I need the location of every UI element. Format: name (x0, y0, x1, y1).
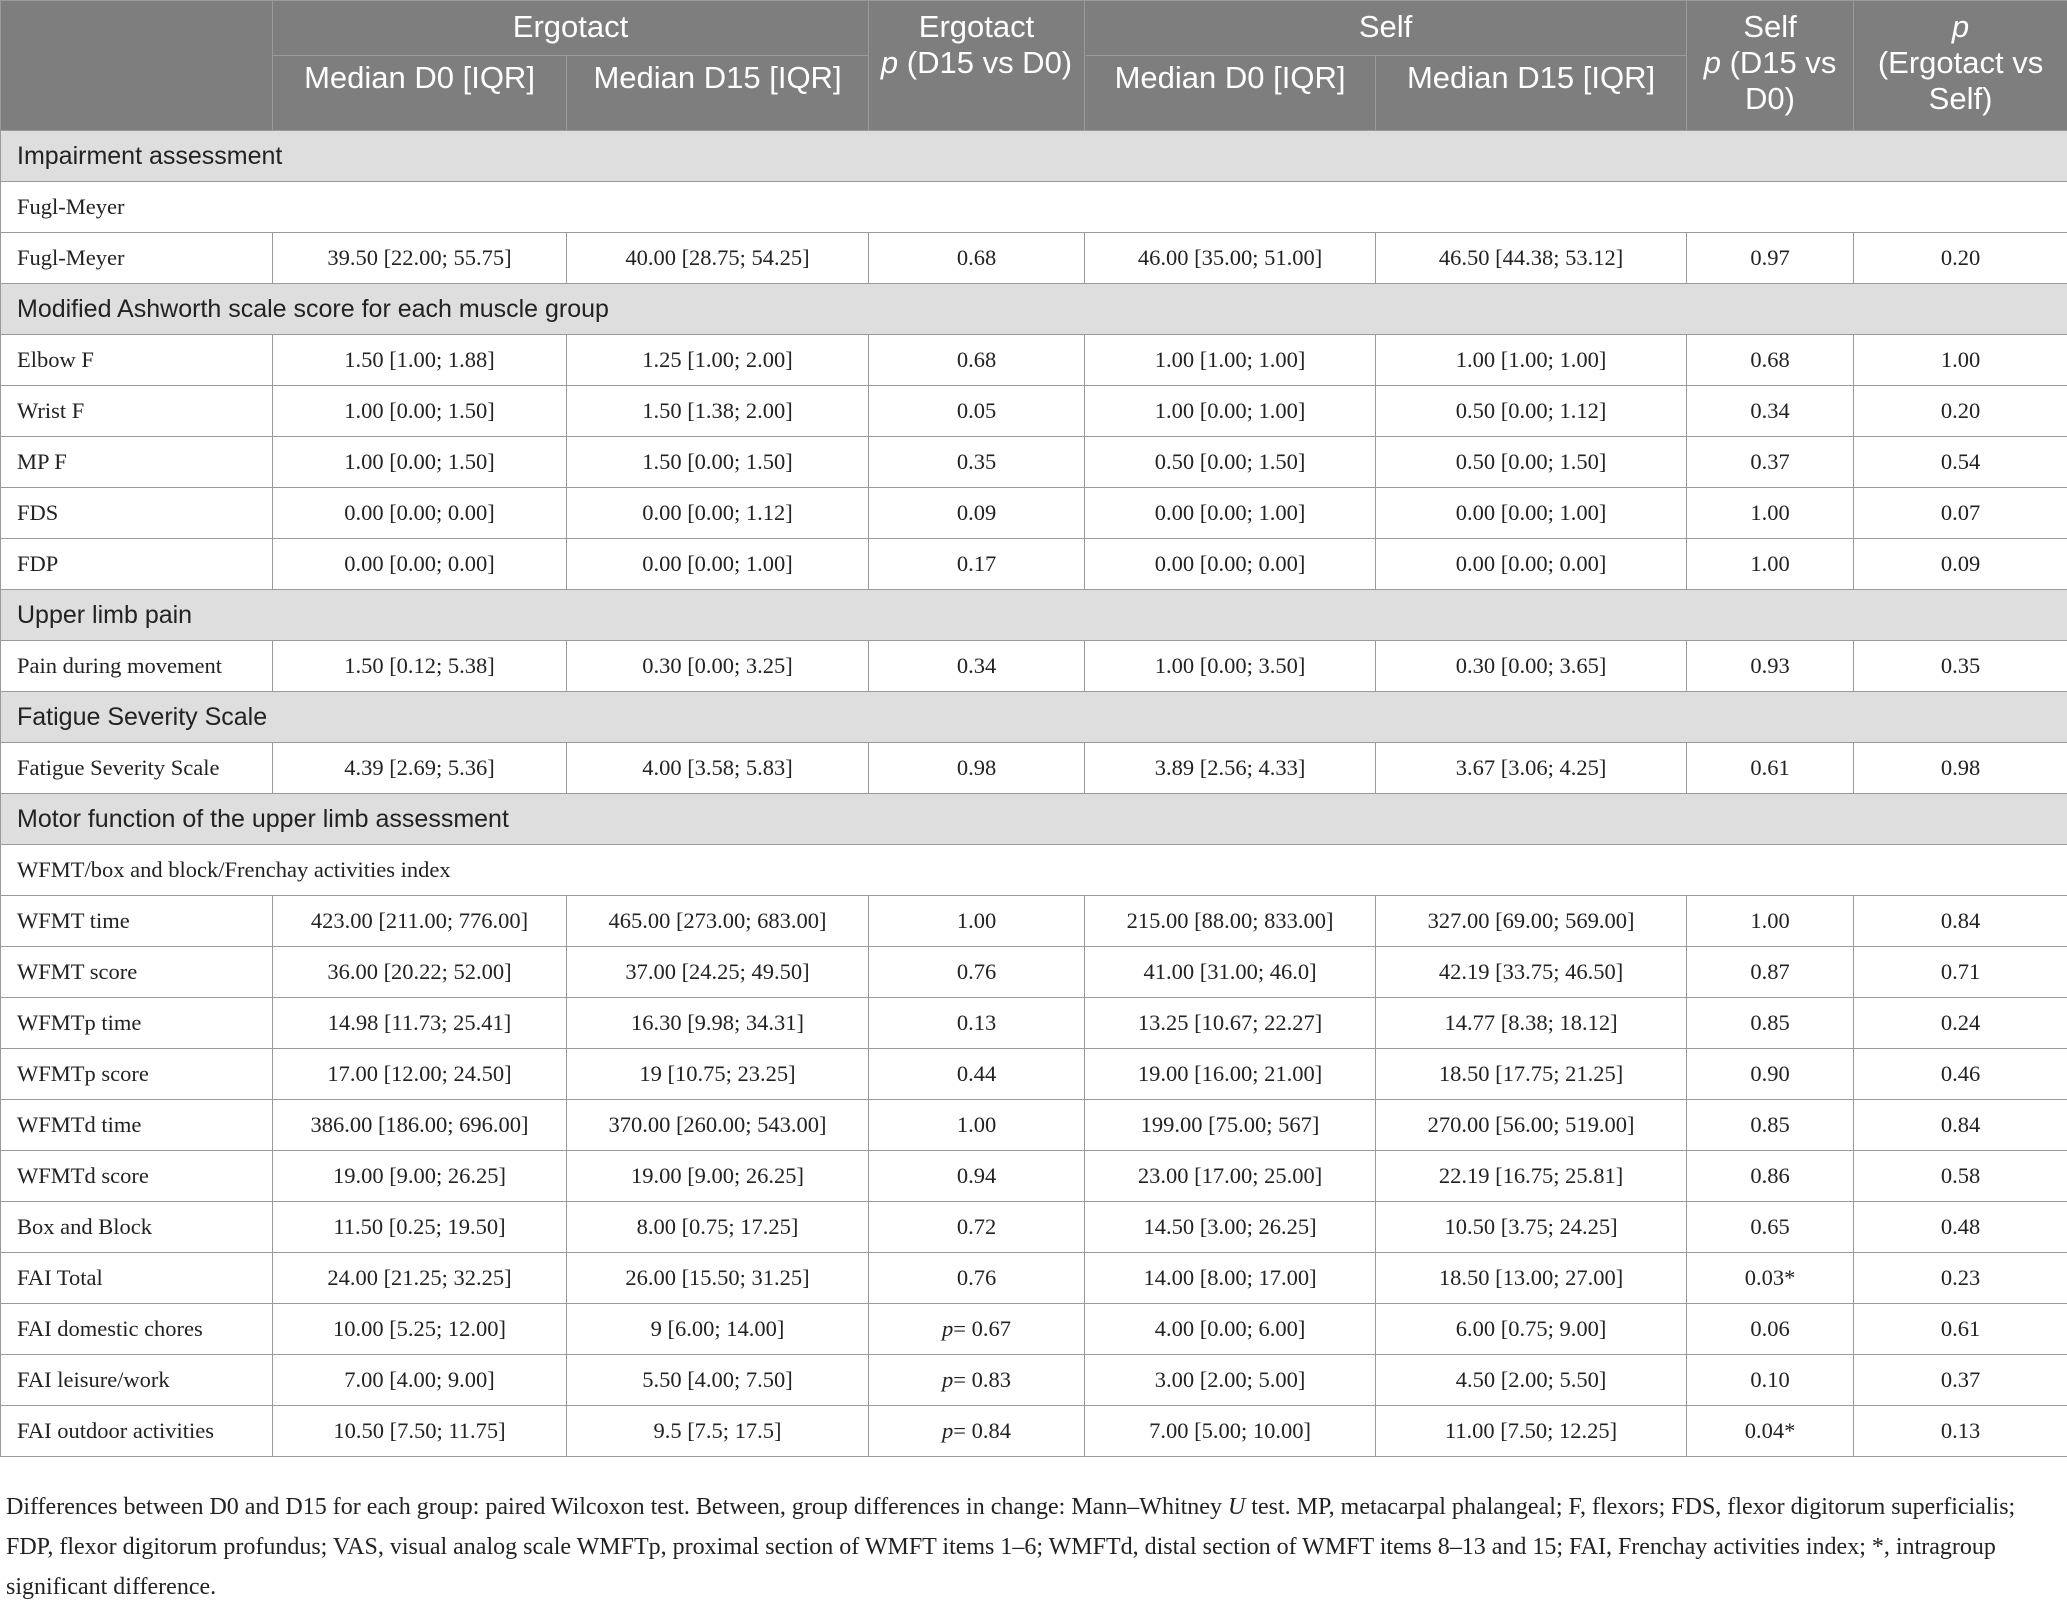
section-impairment: Impairment assessment (1, 131, 2067, 182)
table-row (1, 1253, 2067, 1304)
footnote-part2: test. MP, metacarpal phalangeal; F, flexors; FDS, flexor digitorum superficialis; FDP, flexor digitorum profundus; VAS, visual analog scale WMFTp, proximal section of WMFT items 1–6; WMFTd, distal section of WMFT items 8–13 and 15; FAI, Frenchay activities index; *, intragroup significant difference. (6, 1494, 2016, 1600)
self-d0-cell: 215.00 [88.00; 833.00] (1085, 896, 1376, 947)
table-row (1, 1100, 2067, 1151)
row-label: FDP (1, 539, 273, 590)
self-d0-cell: 41.00 [31.00; 46.0] (1085, 947, 1376, 998)
subsection-wfmt: WFMT/box and block/Frenchay activities index (1, 845, 2067, 896)
between-p-cell: 0.58 (1854, 1151, 2067, 1202)
table-row (1, 1304, 2067, 1355)
table-row (1, 947, 2067, 998)
ergotact-d0-cell: 36.00 [20.22; 52.00] (273, 947, 567, 998)
ergotact-p-cell: 0.17 (869, 539, 1085, 590)
header-ergotact-p (869, 1, 1085, 131)
self-p-cell: 0.87 (1687, 947, 1854, 998)
self-d15-cell: 0.50 [0.00; 1.12] (1376, 386, 1687, 437)
ergotact-d15-cell: 16.30 [9.98; 34.31] (567, 998, 869, 1049)
self-p-cell: 0.93 (1687, 641, 1854, 692)
self-d0-cell: 23.00 [17.00; 25.00] (1085, 1151, 1376, 1202)
header-ergotact-p-prefix: Ergotact (918, 9, 1035, 44)
self-d15-cell: 327.00 [69.00; 569.00] (1376, 896, 1687, 947)
self-d0-cell: 46.00 [35.00; 51.00] (1085, 233, 1376, 284)
section-fatigue: Fatigue Severity Scale (1, 692, 2067, 743)
row-label: FAI Total (1, 1253, 273, 1304)
header-ergotact-d0: Median D0 [IQR] (273, 56, 567, 131)
self-p-cell: 0.61 (1687, 743, 1854, 794)
between-p-cell: 0.24 (1854, 998, 2067, 1049)
self-p-cell: 0.04* (1687, 1406, 1854, 1457)
ergotact-d0-cell: 4.39 [2.69; 5.36] (273, 743, 567, 794)
ergotact-p-cell: 0.76 (869, 1253, 1085, 1304)
ergotact-p-cell: 0.35 (869, 437, 1085, 488)
header-ergotact-p-suffix: (D15 vs D0) (906, 45, 1073, 80)
self-d15-cell: 14.77 [8.38; 18.12] (1376, 998, 1687, 1049)
ergotact-p-cell: 0.34 (869, 641, 1085, 692)
self-d15-cell: 4.50 [2.00; 5.50] (1376, 1355, 1687, 1406)
self-d0-cell: 13.25 [10.67; 22.27] (1085, 998, 1376, 1049)
row-label: Fatigue Severity Scale (1, 743, 273, 794)
self-d0-cell: 14.00 [8.00; 17.00] (1085, 1253, 1376, 1304)
ergotact-d15-cell: 5.50 [4.00; 7.50] (567, 1355, 869, 1406)
table-body (1, 131, 2067, 1457)
ergotact-d15-cell: 0.30 [0.00; 3.25] (567, 641, 869, 692)
self-d0-cell: 4.00 [0.00; 6.00] (1085, 1304, 1376, 1355)
p-value: = 0.84 (953, 1418, 1011, 1443)
self-d15-cell: 3.67 [3.06; 4.25] (1376, 743, 1687, 794)
ergotact-p-cell: 1.00 (869, 896, 1085, 947)
row-label: WFMTp time (1, 998, 273, 1049)
ergotact-d15-cell: 370.00 [260.00; 543.00] (567, 1100, 869, 1151)
self-d0-cell: 19.00 [16.00; 21.00] (1085, 1049, 1376, 1100)
ergotact-d0-cell: 1.50 [1.00; 1.88] (273, 335, 567, 386)
ergotact-d0-cell: 1.00 [0.00; 1.50] (273, 386, 567, 437)
header-self-d15: Median D15 [IQR] (1376, 56, 1687, 131)
between-p-cell: 0.23 (1854, 1253, 2067, 1304)
ergotact-d0-cell: 0.00 [0.00; 0.00] (273, 539, 567, 590)
row-label: FDS (1, 488, 273, 539)
self-d0-cell: 1.00 [0.00; 1.00] (1085, 386, 1376, 437)
self-d15-cell: 42.19 [33.75; 46.50] (1376, 947, 1687, 998)
ergotact-d15-cell: 0.00 [0.00; 1.12] (567, 488, 869, 539)
ergotact-p-cell (869, 1304, 1085, 1355)
row-label: Box and Block (1, 1202, 273, 1253)
self-d0-cell: 0.50 [0.00; 1.50] (1085, 437, 1376, 488)
self-d0-cell: 1.00 [0.00; 3.50] (1085, 641, 1376, 692)
between-p-cell: 0.61 (1854, 1304, 2067, 1355)
between-p-cell: 0.20 (1854, 233, 2067, 284)
self-d15-cell: 1.00 [1.00; 1.00] (1376, 335, 1687, 386)
self-d15-cell: 6.00 [0.75; 9.00] (1376, 1304, 1687, 1355)
header-blank-cell (1, 1, 273, 131)
header-between-p-suffix: (Ergotact vs Self) (1877, 45, 2044, 116)
table-row (1, 233, 2067, 284)
ergotact-d15-cell: 9 [6.00; 14.00] (567, 1304, 869, 1355)
ergotact-p-cell: 0.05 (869, 386, 1085, 437)
section-ashworth: Modified Ashworth scale score for each muscle group (1, 284, 2067, 335)
table-row (1, 437, 2067, 488)
ergotact-d15-cell: 19 [10.75; 23.25] (567, 1049, 869, 1100)
self-p-cell: 1.00 (1687, 539, 1854, 590)
table-row (1, 1355, 2067, 1406)
self-p-cell: 0.86 (1687, 1151, 1854, 1202)
ergotact-d0-cell: 24.00 [21.25; 32.25] (273, 1253, 567, 1304)
table-row (1, 1202, 2067, 1253)
ergotact-p-cell: 0.98 (869, 743, 1085, 794)
row-label: Fugl-Meyer (1, 233, 273, 284)
table-row (1, 1049, 2067, 1100)
ergotact-p-cell (869, 1355, 1085, 1406)
self-d0-cell: 7.00 [5.00; 10.00] (1085, 1406, 1376, 1457)
self-p-cell: 0.85 (1687, 1100, 1854, 1151)
header-between-p (1854, 1, 2067, 131)
ergotact-d0-cell: 14.98 [11.73; 25.41] (273, 998, 567, 1049)
ergotact-p-cell: 0.13 (869, 998, 1085, 1049)
p-italic-prefix: p (942, 1367, 954, 1392)
ergotact-d15-cell: 4.00 [3.58; 5.83] (567, 743, 869, 794)
self-d15-cell: 0.30 [0.00; 3.65] (1376, 641, 1687, 692)
self-d15-cell: 18.50 [17.75; 21.25] (1376, 1049, 1687, 1100)
between-p-cell: 0.20 (1854, 386, 2067, 437)
self-p-cell: 0.90 (1687, 1049, 1854, 1100)
self-d15-cell: 270.00 [56.00; 519.00] (1376, 1100, 1687, 1151)
self-p-cell: 0.37 (1687, 437, 1854, 488)
ergotact-d15-cell: 0.00 [0.00; 1.00] (567, 539, 869, 590)
self-d15-cell: 22.19 [16.75; 25.81] (1376, 1151, 1687, 1202)
self-p-cell: 0.10 (1687, 1355, 1854, 1406)
footnote-part1: Differences between D0 and D15 for each group: paired Wilcoxon test. Between, group differences in change: Mann–Whitney (6, 1494, 1228, 1520)
ergotact-d0-cell: 10.00 [5.25; 12.00] (273, 1304, 567, 1355)
row-label: WFMTd time (1, 1100, 273, 1151)
table-header (1, 1, 2067, 131)
row-label: FAI leisure/work (1, 1355, 273, 1406)
ergotact-d15-cell: 8.00 [0.75; 17.25] (567, 1202, 869, 1253)
ergotact-d0-cell: 17.00 [12.00; 24.50] (273, 1049, 567, 1100)
between-p-cell: 0.84 (1854, 896, 2067, 947)
table-row (1, 488, 2067, 539)
ergotact-d15-cell: 37.00 [24.25; 49.50] (567, 947, 869, 998)
self-d0-cell: 0.00 [0.00; 1.00] (1085, 488, 1376, 539)
ergotact-d0-cell: 39.50 [22.00; 55.75] (273, 233, 567, 284)
self-d15-cell: 18.50 [13.00; 27.00] (1376, 1253, 1687, 1304)
self-p-cell: 0.97 (1687, 233, 1854, 284)
ergotact-d15-cell: 465.00 [273.00; 683.00] (567, 896, 869, 947)
ergotact-d0-cell: 1.00 [0.00; 1.50] (273, 437, 567, 488)
between-p-cell: 0.98 (1854, 743, 2067, 794)
p-italic-prefix: p (942, 1316, 954, 1341)
section-motor: Motor function of the upper limb assessment (1, 794, 2067, 845)
table-row (1, 641, 2067, 692)
table-row (1, 896, 2067, 947)
p-italic-prefix: p (942, 1418, 954, 1443)
self-p-cell: 0.85 (1687, 998, 1854, 1049)
self-d15-cell: 10.50 [3.75; 24.25] (1376, 1202, 1687, 1253)
subsection-fugl-meyer: Fugl-Meyer (1, 182, 2067, 233)
ergotact-d15-cell: 19.00 [9.00; 26.25] (567, 1151, 869, 1202)
self-p-cell: 1.00 (1687, 488, 1854, 539)
self-d0-cell: 0.00 [0.00; 0.00] (1085, 539, 1376, 590)
between-p-cell: 0.37 (1854, 1355, 2067, 1406)
self-p-cell: 0.06 (1687, 1304, 1854, 1355)
between-p-cell: 1.00 (1854, 335, 2067, 386)
between-p-cell: 0.48 (1854, 1202, 2067, 1253)
ergotact-d15-cell: 9.5 [7.5; 17.5] (567, 1406, 869, 1457)
self-d15-cell: 11.00 [7.50; 12.25] (1376, 1406, 1687, 1457)
ergotact-d15-cell: 26.00 [15.50; 31.25] (567, 1253, 869, 1304)
ergotact-p-cell: 0.68 (869, 335, 1085, 386)
self-d0-cell: 14.50 [3.00; 26.25] (1085, 1202, 1376, 1253)
row-label: WFMT time (1, 896, 273, 947)
ergotact-d0-cell: 11.50 [0.25; 19.50] (273, 1202, 567, 1253)
ergotact-d15-cell: 1.50 [1.38; 2.00] (567, 386, 869, 437)
table-row (1, 743, 2067, 794)
table-row (1, 1406, 2067, 1457)
header-self: Self (1085, 1, 1687, 56)
ergotact-p-cell: 0.68 (869, 233, 1085, 284)
row-label: Wrist F (1, 386, 273, 437)
header-self-p-suffix: (D15 vs D0) (1729, 45, 1837, 116)
self-p-cell: 0.68 (1687, 335, 1854, 386)
ergotact-d0-cell: 386.00 [186.00; 696.00] (273, 1100, 567, 1151)
row-label: WFMTp score (1, 1049, 273, 1100)
self-d0-cell: 199.00 [75.00; 567] (1085, 1100, 1376, 1151)
ergotact-p-cell: 0.44 (869, 1049, 1085, 1100)
self-d15-cell: 0.00 [0.00; 0.00] (1376, 539, 1687, 590)
self-d15-cell: 46.50 [44.38; 53.12] (1376, 233, 1687, 284)
between-p-cell: 0.35 (1854, 641, 2067, 692)
self-p-cell: 0.03* (1687, 1253, 1854, 1304)
table-row (1, 539, 2067, 590)
table-row (1, 335, 2067, 386)
between-p-cell: 0.84 (1854, 1100, 2067, 1151)
table-row (1, 386, 2067, 437)
ergotact-d15-cell: 1.50 [0.00; 1.50] (567, 437, 869, 488)
between-p-cell: 0.46 (1854, 1049, 2067, 1100)
ergotact-d0-cell: 10.50 [7.50; 11.75] (273, 1406, 567, 1457)
row-label: WFMTd score (1, 1151, 273, 1202)
ergotact-p-cell: 0.72 (869, 1202, 1085, 1253)
self-d15-cell: 0.00 [0.00; 1.00] (1376, 488, 1687, 539)
ergotact-d0-cell: 7.00 [4.00; 9.00] (273, 1355, 567, 1406)
self-d0-cell: 3.00 [2.00; 5.00] (1085, 1355, 1376, 1406)
ergotact-d0-cell: 1.50 [0.12; 5.38] (273, 641, 567, 692)
footnote-u-italic: U (1227, 1494, 1246, 1520)
header-self-p-italic: p (1703, 45, 1721, 80)
between-p-cell: 0.13 (1854, 1406, 2067, 1457)
header-self-p (1687, 1, 1854, 131)
header-self-d0: Median D0 [IQR] (1085, 56, 1376, 131)
self-d15-cell: 0.50 [0.00; 1.50] (1376, 437, 1687, 488)
ergotact-p-cell: 0.94 (869, 1151, 1085, 1202)
between-p-cell: 0.54 (1854, 437, 2067, 488)
header-ergotact: Ergotact (273, 1, 869, 56)
row-label: Elbow F (1, 335, 273, 386)
header-ergotact-p-italic: p (880, 45, 899, 80)
ergotact-d0-cell: 0.00 [0.00; 0.00] (273, 488, 567, 539)
between-p-cell: 0.09 (1854, 539, 2067, 590)
p-value: = 0.67 (953, 1316, 1011, 1341)
ergotact-p-cell: 1.00 (869, 1100, 1085, 1151)
self-p-cell: 0.34 (1687, 386, 1854, 437)
self-d0-cell: 1.00 [1.00; 1.00] (1085, 335, 1376, 386)
row-label: FAI outdoor activities (1, 1406, 273, 1457)
row-label: MP F (1, 437, 273, 488)
table-row (1, 998, 2067, 1049)
self-p-cell: 0.65 (1687, 1202, 1854, 1253)
ergotact-p-cell (869, 1406, 1085, 1457)
table-footnote (6, 1487, 2056, 1607)
ergotact-d15-cell: 40.00 [28.75; 54.25] (567, 233, 869, 284)
ergotact-p-cell: 0.09 (869, 488, 1085, 539)
row-label: WFMT score (1, 947, 273, 998)
header-self-p-prefix: Self (1743, 9, 1797, 44)
row-label: Pain during movement (1, 641, 273, 692)
header-between-p-italic: p (1951, 9, 1970, 44)
between-p-cell: 0.07 (1854, 488, 2067, 539)
self-d0-cell: 3.89 [2.56; 4.33] (1085, 743, 1376, 794)
table-row (1, 1151, 2067, 1202)
ergotact-d15-cell: 1.25 [1.00; 2.00] (567, 335, 869, 386)
row-label: FAI domestic chores (1, 1304, 273, 1355)
ergotact-p-cell: 0.76 (869, 947, 1085, 998)
self-p-cell: 1.00 (1687, 896, 1854, 947)
ergotact-d0-cell: 423.00 [211.00; 776.00] (273, 896, 567, 947)
header-ergotact-d15: Median D15 [IQR] (567, 56, 869, 131)
between-p-cell: 0.71 (1854, 947, 2067, 998)
p-value: = 0.83 (953, 1367, 1011, 1392)
ergotact-d0-cell: 19.00 [9.00; 26.25] (273, 1151, 567, 1202)
section-pain: Upper limb pain (1, 590, 2067, 641)
